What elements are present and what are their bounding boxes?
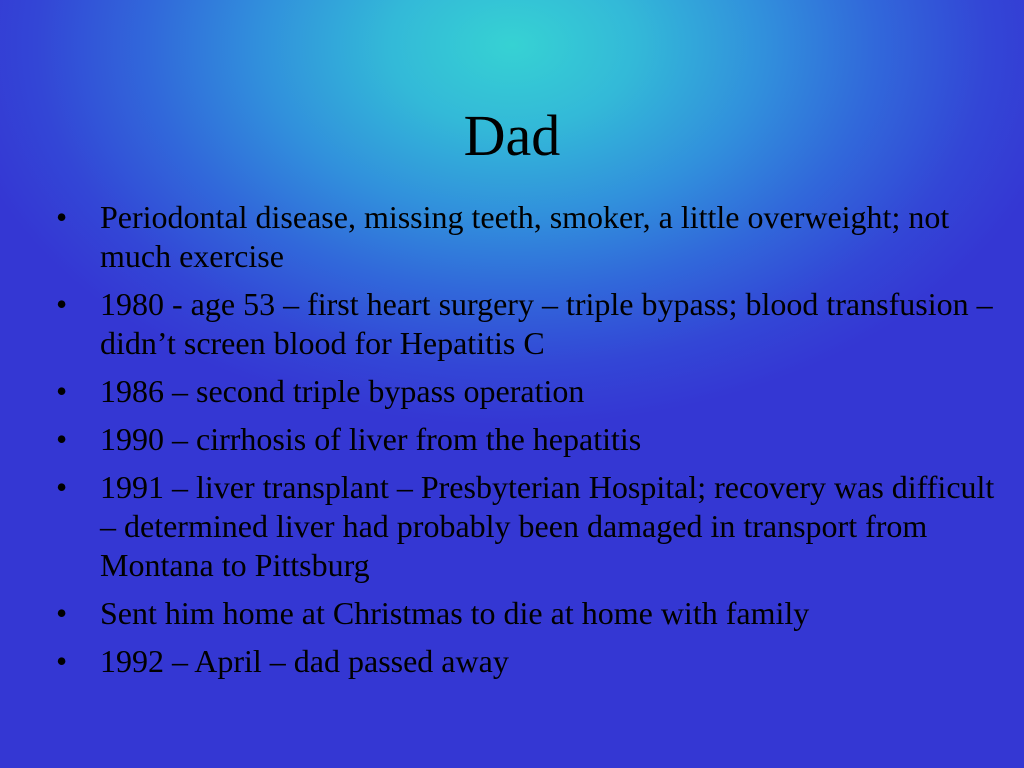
bullet-text: 1990 – cirrhosis of liver from the hepatitis xyxy=(100,421,642,457)
bullet-dot-icon: • xyxy=(56,595,68,631)
bullet-list xyxy=(56,198,1016,690)
bullet-item xyxy=(56,594,1016,633)
bullet-dot-icon: • xyxy=(56,373,68,409)
bullet-text: 1980 - age 53 – first heart surgery – triple bypass; blood transfusion – didn’t screen blood for Hepatitis C xyxy=(100,286,993,361)
bullet-item xyxy=(56,198,1016,276)
bullet-dot-icon: • xyxy=(56,199,68,235)
bullet-dot-icon: • xyxy=(56,643,68,679)
bullet-text: 1991 – liver transplant – Presbyterian Hospital; recovery was difficult – determined liver had probably been damaged in transport from Montana to Pittsburg xyxy=(100,469,995,583)
bullet-text: Sent him home at Christmas to die at home with family xyxy=(100,595,810,631)
bullet-text: 1986 – second triple bypass operation xyxy=(100,373,585,409)
bullet-dot-icon: • xyxy=(56,469,68,505)
slide-title: Dad xyxy=(463,103,561,168)
bullet-item xyxy=(56,372,1016,411)
bullet-text: Periodontal disease, missing teeth, smoker, a little overweight; not much exercise xyxy=(100,199,950,274)
bullet-text: 1992 – April – dad passed away xyxy=(100,643,509,679)
bullet-item xyxy=(56,642,1016,681)
bullet-item xyxy=(56,420,1016,459)
bullet-dot-icon: • xyxy=(56,421,68,457)
bullet-item xyxy=(56,285,1016,363)
bullet-item xyxy=(56,468,1016,585)
bullet-dot-icon: • xyxy=(56,286,68,322)
